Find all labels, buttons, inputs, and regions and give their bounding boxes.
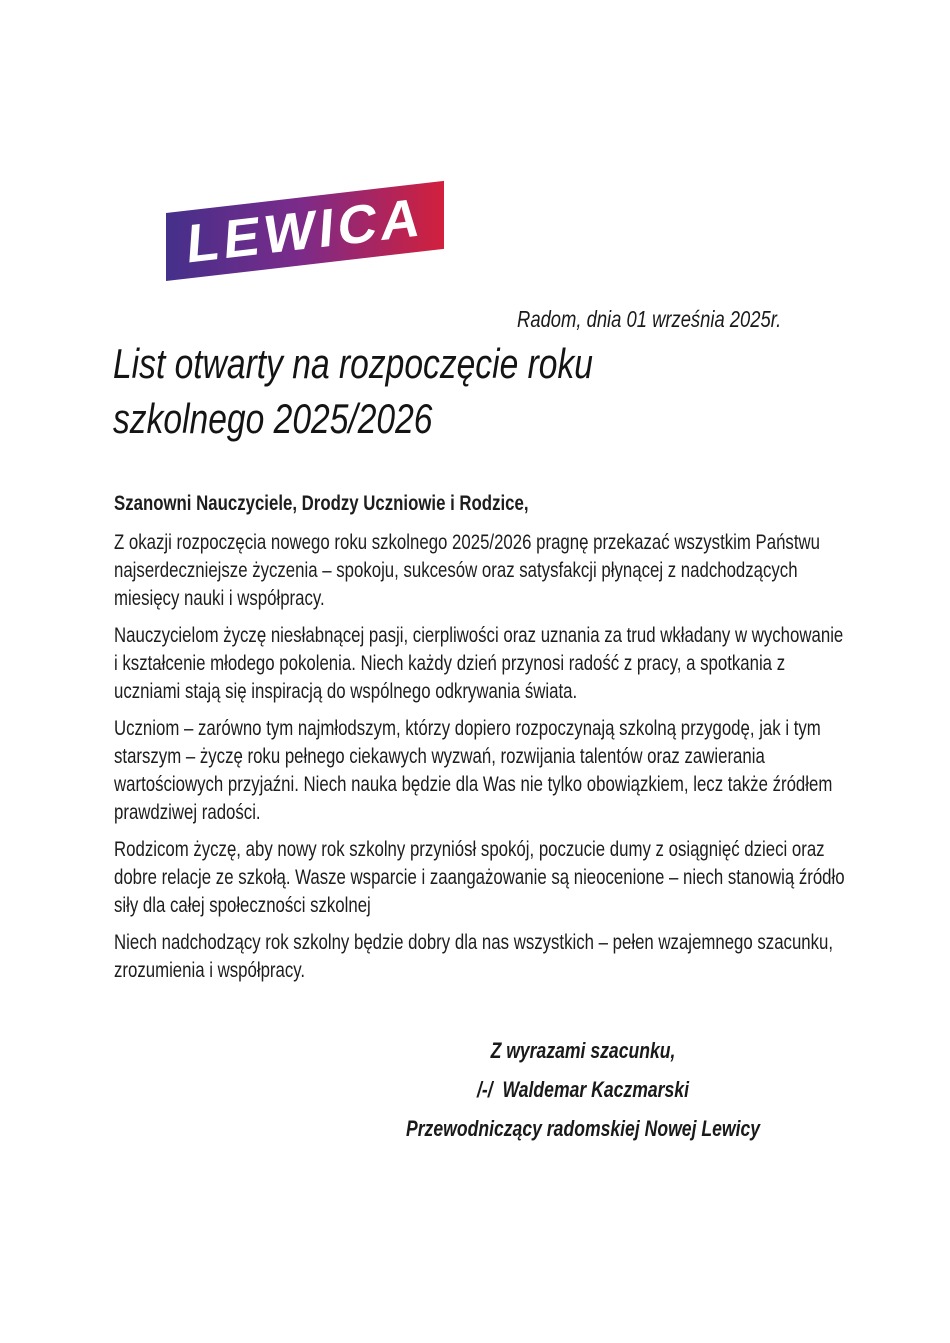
lewica-logo-banner xyxy=(166,181,444,281)
body-paragraph: Uczniom – zarówno tym najmłodszym, którzy dopiero rozpoczynają szkolną przygodę, jak i tym starszym – życzę roku pełnego ciekawych wyzwań, rozwijania talentów oraz zawierania wartościowych przyjaźni. Niech nauka będzie dla Was nie tylko obowiązkiem, lecz także źródłem prawdziwej radości. xyxy=(114,717,833,824)
dateline: Radom, dnia 01 września 2025r. xyxy=(516,306,781,332)
closing-block xyxy=(343,1037,823,1154)
closing-valediction: Z wyrazami szacunku, xyxy=(490,1038,676,1063)
letter-body xyxy=(114,490,850,994)
letter-title: List otwarty na rozpoczęcie roku szkolnego 2025/2026 xyxy=(113,340,593,442)
body-paragraph: Z okazji rozpoczęcia nowego roku szkolnego 2025/2026 pragnę przekazać wszystkim Państwu najserdeczniejsze życzenia – spokoju, sukcesów oraz satysfakcji płynącej z nadchodzących miesięcy nauki i współpracy. xyxy=(114,531,820,610)
lewica-logo-text: LEWICA xyxy=(184,186,426,275)
salutation: Szanowni Nauczyciele, Drodzy Uczniowie i Rodzice, xyxy=(114,492,529,515)
body-paragraph: Niech nadchodzący rok szkolny będzie dobry dla nas wszystkich – pełen wzajemnego szacunku, zrozumienia i współpracy. xyxy=(114,931,834,982)
closing-signature: /-/ Waldemar Kaczmarski xyxy=(477,1077,689,1102)
body-paragraph: Rodzicom życzę, aby nowy rok szkolny przyniósł spokój, poczucie dumy z osiągnięć dzieci oraz dobre relacje ze szkołą. Wasze wsparcie i zaangażowanie są nieocenione – niech stanowią źródło siły dla całej społeczności szkolnej xyxy=(114,838,845,917)
body-paragraph: Nauczycielom życzę niesłabnącej pasji, cierpliwości oraz uznania za trud wkładany w wychowanie i kształcenie młodego pokolenia. Niech każdy dzień przynosi radość z pracy, a spotkania z uczniami stają się inspiracją do wspólnego odkrywania świata. xyxy=(114,624,844,703)
closing-signer-title: Przewodniczący radomskiej Nowej Lewicy xyxy=(405,1116,761,1141)
